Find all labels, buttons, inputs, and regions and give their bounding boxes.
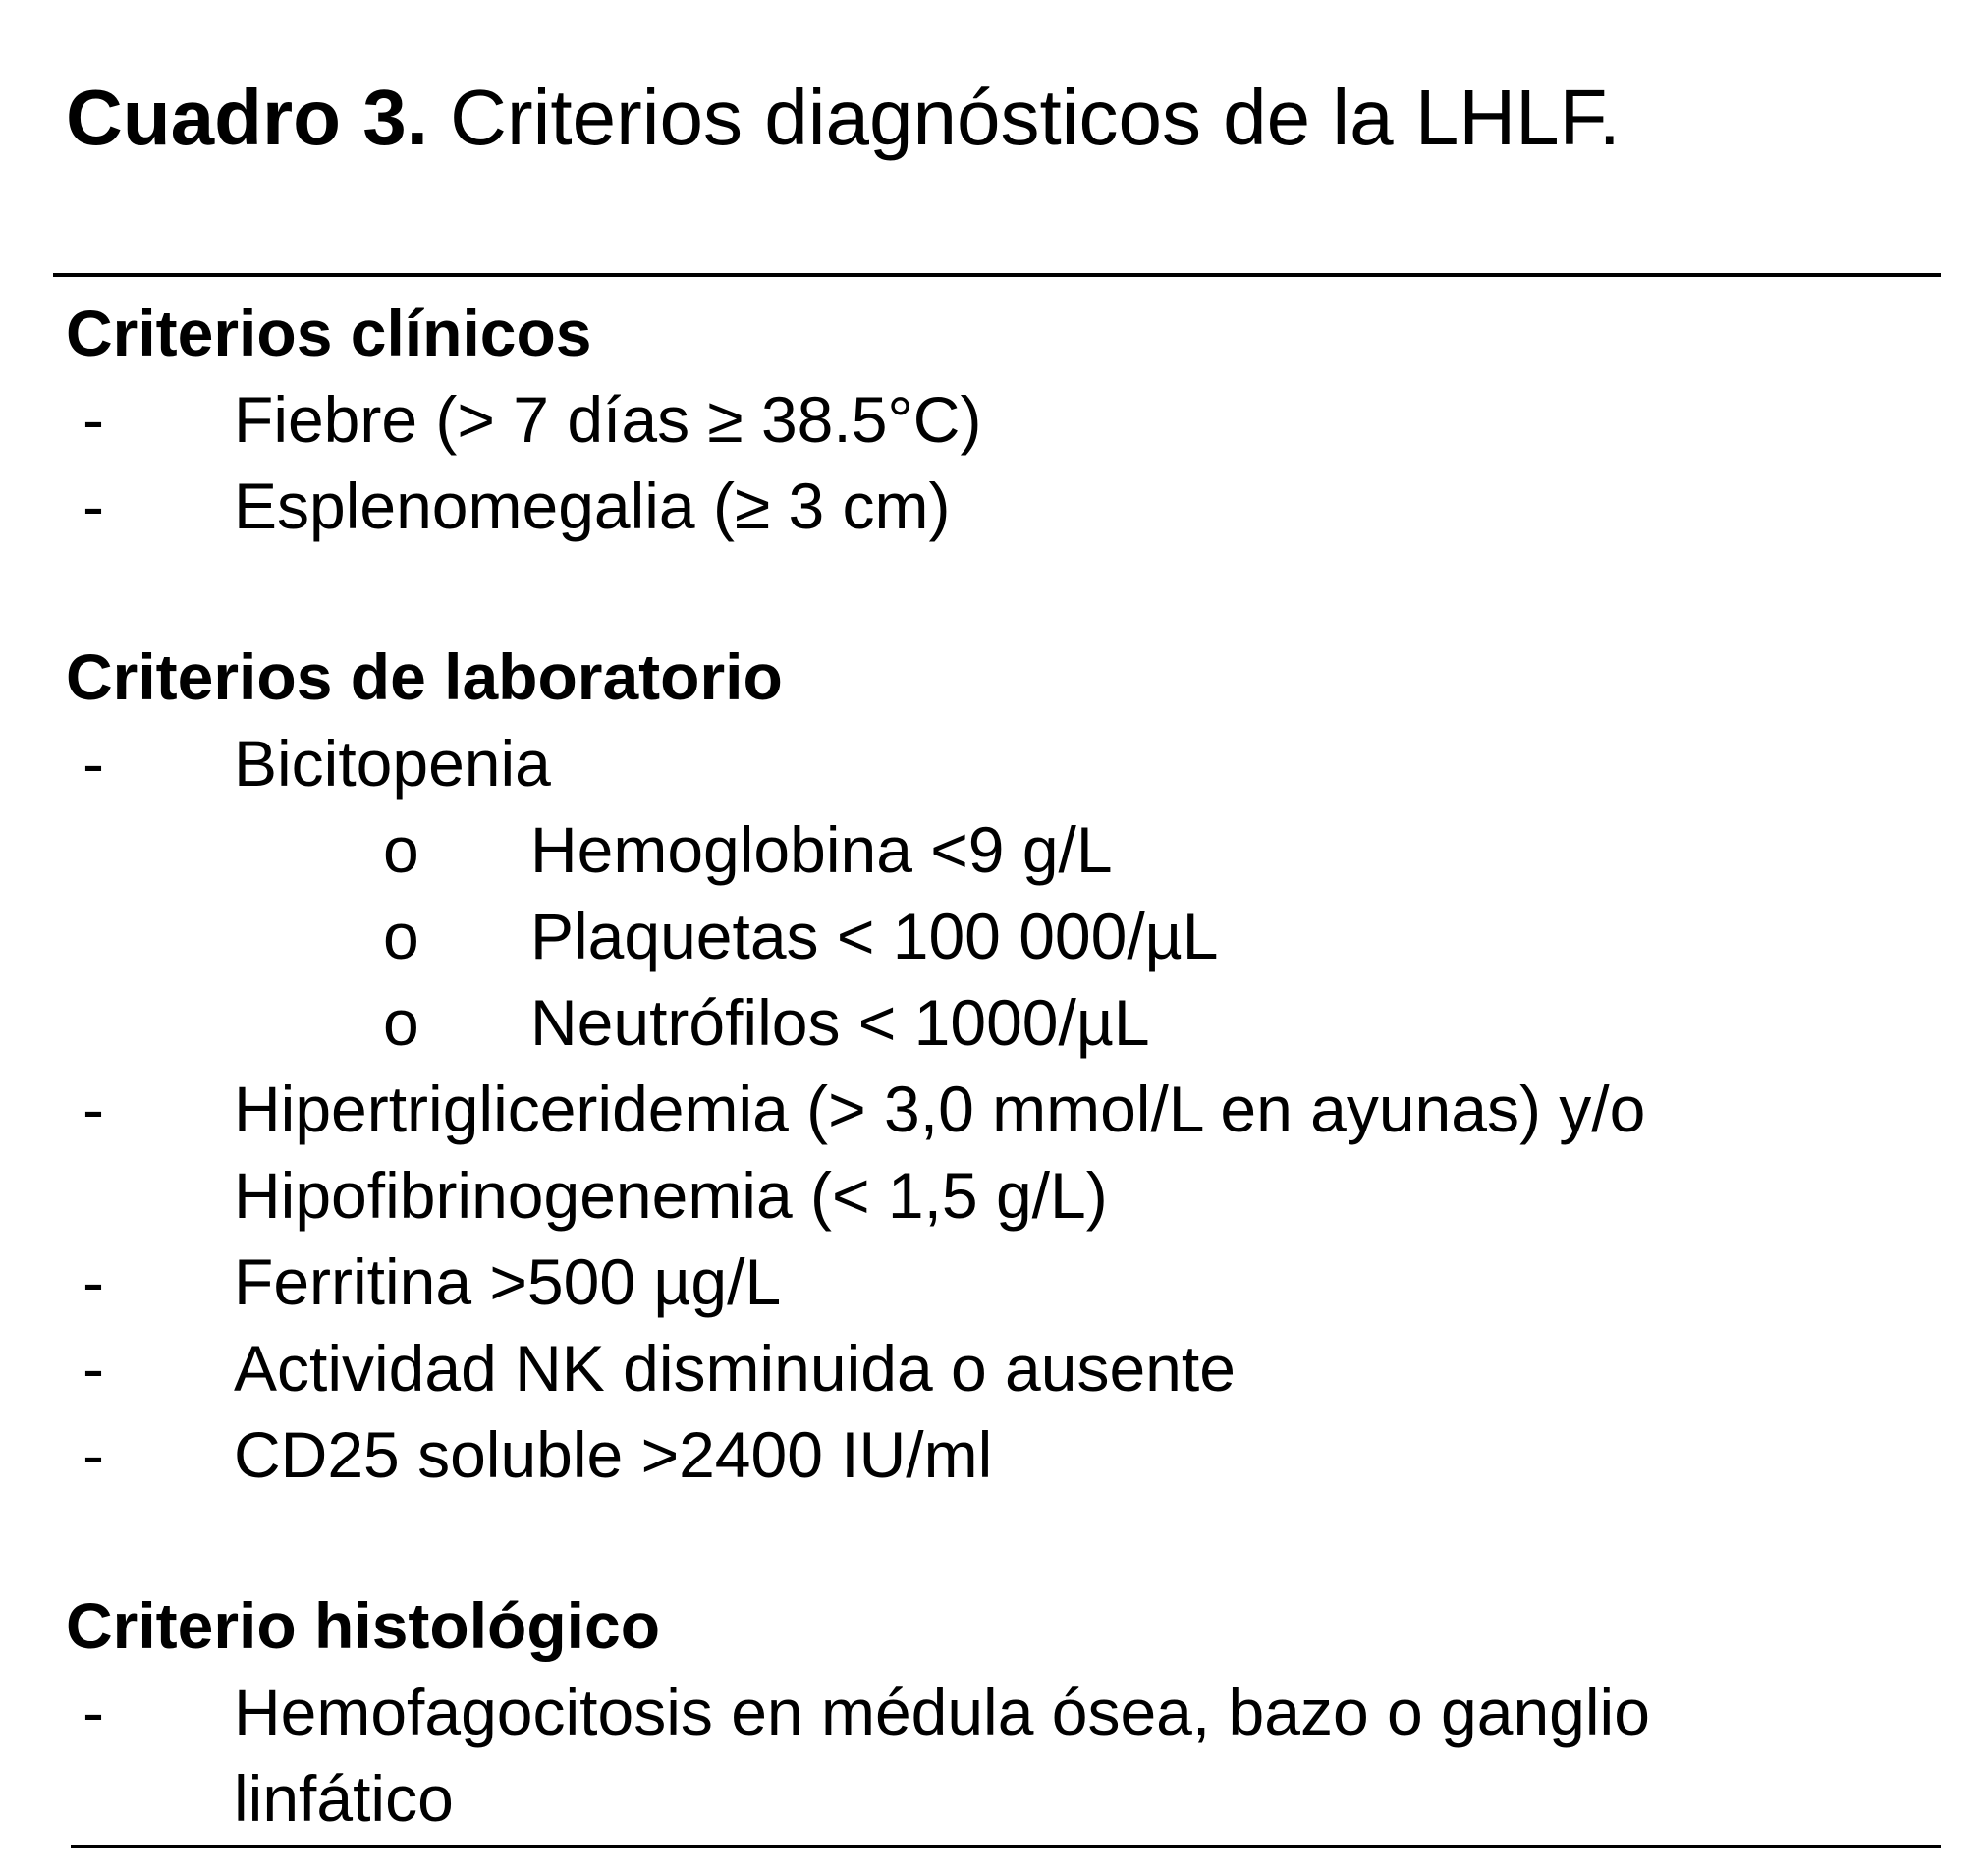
bullet-dash: - (83, 469, 104, 542)
list-item-text: Hipertrigliceridemia (> 3,0 mmol/L en ayunas) y/o (234, 1073, 1646, 1145)
list-item-text: Ferritina >500 µg/L (234, 1245, 782, 1318)
bottom-rule (71, 1845, 1941, 1848)
bullet-dash: - (83, 1332, 104, 1405)
list-item-text: CD25 soluble >2400 IU/ml (234, 1418, 993, 1491)
section-heading-clinical: Criterios clínicos (66, 297, 592, 369)
bullet-circle: o (383, 900, 419, 972)
bullet-circle: o (383, 986, 419, 1059)
top-rule (53, 273, 1941, 277)
bullet-dash: - (83, 1245, 104, 1318)
caption-label: Cuadro 3. (66, 74, 428, 161)
section-heading-laboratory: Criterios de laboratorio (66, 640, 783, 713)
bullet-dash: - (83, 383, 104, 456)
sub-list-item-text: Hemoglobina <9 g/L (530, 813, 1113, 886)
sub-list-item-text: Plaquetas < 100 000/µL (530, 900, 1219, 972)
list-item-text: Hemofagocitosis en médula ósea, bazo o ganglio (234, 1676, 1650, 1748)
section-heading-histological: Criterio histológico (66, 1589, 661, 1662)
bullet-circle: o (383, 813, 419, 886)
list-item-text: Bicitopenia (234, 727, 551, 800)
sub-list-item-text: Neutrófilos < 1000/µL (530, 986, 1150, 1059)
bullet-dash: - (83, 1418, 104, 1491)
list-item-text: Hipofibrinogenemia (< 1,5 g/L) (234, 1159, 1108, 1232)
table-caption (66, 69, 1621, 167)
caption-text: Criterios diagnósticos de la LHLF. (427, 74, 1621, 161)
list-item-text: Actividad NK disminuida o ausente (234, 1332, 1236, 1405)
bullet-dash: - (83, 1073, 104, 1145)
bullet-dash: - (83, 1676, 104, 1748)
bullet-dash: - (83, 727, 104, 800)
list-item-text: linfático (234, 1762, 454, 1835)
list-item-text: Fiebre (> 7 días ≥ 38.5°C) (234, 383, 982, 456)
list-item-text: Esplenomegalia (≥ 3 cm) (234, 469, 951, 542)
